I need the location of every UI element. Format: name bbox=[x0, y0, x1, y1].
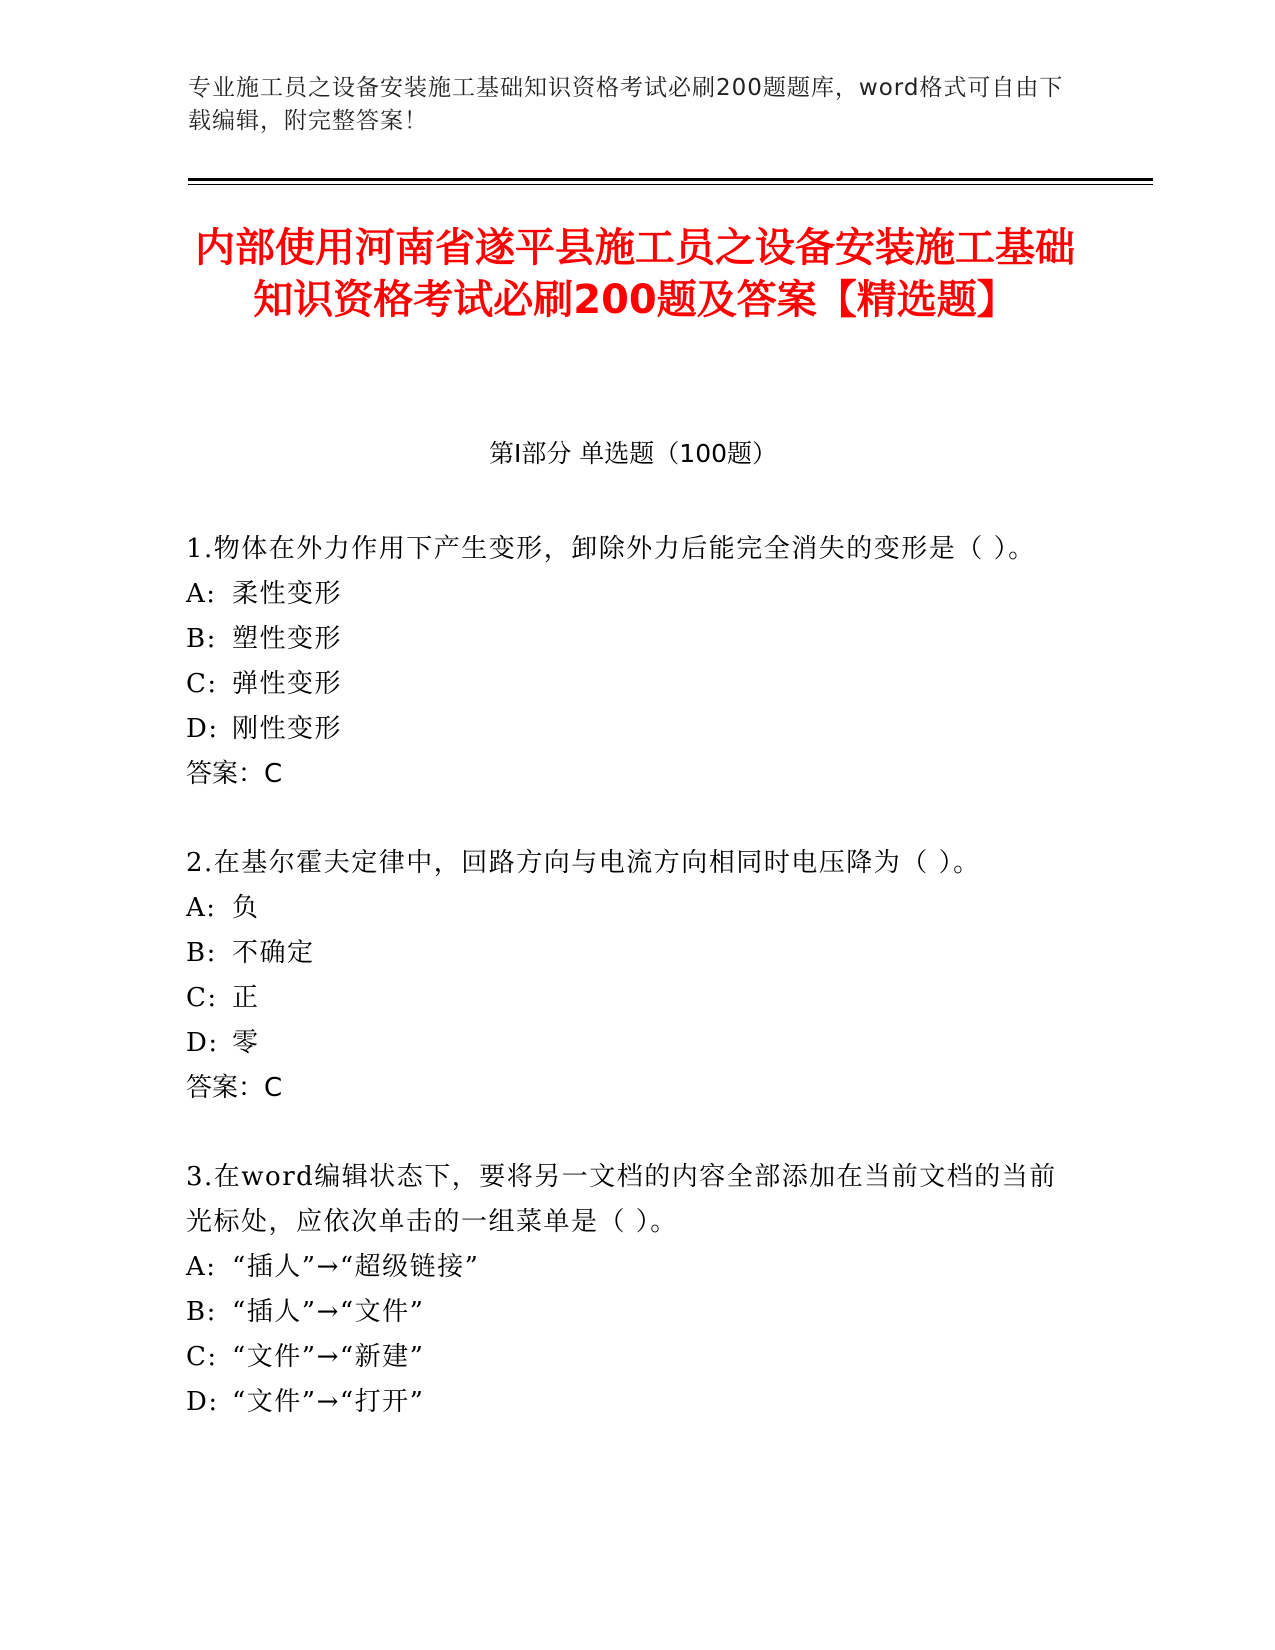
option-letter: B: bbox=[186, 624, 217, 654]
header-rule-thin bbox=[188, 184, 1153, 185]
question-stem: 2.在基尔霍夫定律中，回路方向与电流方向相同时电压降为（ ）。 bbox=[186, 848, 981, 878]
option-text: “文件”→“新建” bbox=[232, 1342, 425, 1372]
option-letter: D: bbox=[186, 1028, 219, 1058]
answer: 答案：C bbox=[186, 1073, 283, 1103]
option-text: “插人”→“文件” bbox=[232, 1297, 425, 1327]
option-letter: A: bbox=[186, 1252, 217, 1282]
option-d bbox=[186, 707, 1076, 752]
option-a bbox=[186, 1245, 1076, 1290]
option-letter: C: bbox=[186, 983, 218, 1013]
question-1 bbox=[186, 527, 1076, 797]
option-letter: D: bbox=[186, 1387, 219, 1417]
question-stem: 3.在word编辑状态下，要将另一文档的内容全部添加在当前文档的当前光标处，应依次单击的一组菜单是（ ）。 bbox=[186, 1162, 1057, 1237]
answer: 答案：C bbox=[186, 759, 283, 789]
question-stem: 1.物体在外力作用下产生变形，卸除外力后能完全消失的变形是（ ）。 bbox=[186, 534, 1036, 564]
option-letter: C: bbox=[186, 1342, 218, 1372]
option-c bbox=[186, 976, 1076, 1021]
option-a bbox=[186, 572, 1076, 617]
document-title: 内部使用河南省遂平县施工员之设备安装施工基础知识资格考试必刷200题及答案【精选题】 bbox=[195, 225, 1075, 323]
option-text: 刚性变形 bbox=[232, 714, 343, 744]
option-letter: A: bbox=[186, 893, 217, 923]
header-rule-thick bbox=[188, 178, 1153, 181]
option-letter: B: bbox=[186, 1297, 217, 1327]
option-letter: D: bbox=[186, 714, 219, 744]
question-3 bbox=[186, 1155, 1076, 1425]
option-b bbox=[186, 931, 1076, 976]
option-d bbox=[186, 1021, 1076, 1066]
option-text: “插人”→“超级链接” bbox=[232, 1252, 480, 1282]
option-text: 塑性变形 bbox=[232, 624, 343, 654]
option-c bbox=[186, 1335, 1076, 1380]
option-a bbox=[186, 886, 1076, 931]
option-text: “文件”→“打开” bbox=[232, 1387, 425, 1417]
header-note: 专业施工员之设备安装施工基础知识资格考试必刷200题题库，word格式可自由下载编辑，附完整答案！ bbox=[188, 75, 1064, 134]
option-text: 负 bbox=[232, 893, 260, 923]
option-text: 正 bbox=[232, 983, 260, 1013]
question-2 bbox=[186, 841, 1076, 1111]
option-c bbox=[186, 662, 1076, 707]
question-list bbox=[186, 527, 1076, 1469]
option-d bbox=[186, 1380, 1076, 1425]
option-letter: A: bbox=[186, 579, 217, 609]
option-text: 不确定 bbox=[232, 938, 315, 968]
option-letter: B: bbox=[186, 938, 217, 968]
option-text: 零 bbox=[232, 1028, 260, 1058]
option-b bbox=[186, 617, 1076, 662]
option-letter: C: bbox=[186, 669, 218, 699]
option-text: 柔性变形 bbox=[232, 579, 343, 609]
option-text: 弹性变形 bbox=[232, 669, 343, 699]
section-title: 第Ⅰ部分 单选题（100题） bbox=[488, 439, 778, 468]
option-b bbox=[186, 1290, 1076, 1335]
